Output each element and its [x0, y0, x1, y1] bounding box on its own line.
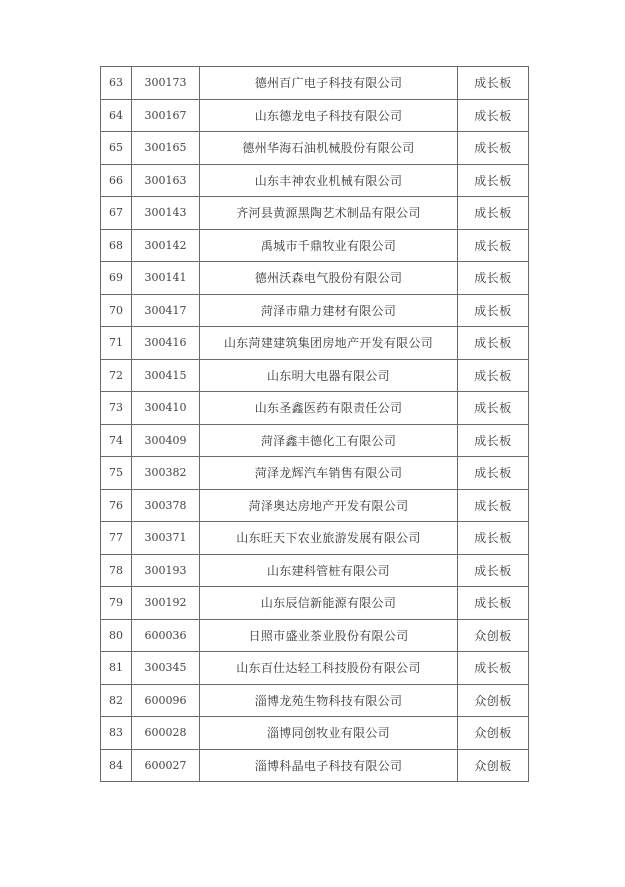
- row-index-cell: 81: [101, 652, 132, 685]
- board-type-cell: 成长板: [458, 359, 529, 392]
- row-index-cell: 68: [101, 229, 132, 262]
- company-name-cell: 山东明大电器有限公司: [200, 359, 458, 392]
- row-index-cell: 77: [101, 522, 132, 555]
- company-name-cell: 山东丰神农业机械有限公司: [200, 164, 458, 197]
- table-row: [101, 262, 529, 295]
- company-listing-table: [100, 66, 529, 782]
- table-row: [101, 67, 529, 100]
- company-name-cell: 山东圣鑫医药有限责任公司: [200, 392, 458, 425]
- company-name-cell: 德州百广电子科技有限公司: [200, 67, 458, 100]
- company-name-cell: 山东德龙电子科技有限公司: [200, 99, 458, 132]
- board-type-cell: 成长板: [458, 652, 529, 685]
- board-type-cell: 成长板: [458, 457, 529, 490]
- board-type-cell: 成长板: [458, 99, 529, 132]
- table-row: [101, 522, 529, 555]
- company-name-cell: 日照市盛业茶业股份有限公司: [200, 619, 458, 652]
- stock-code-cell: 300371: [132, 522, 200, 555]
- row-index-cell: 79: [101, 587, 132, 620]
- board-type-cell: 成长板: [458, 489, 529, 522]
- stock-code-cell: 600027: [132, 749, 200, 782]
- board-type-cell: 成长板: [458, 587, 529, 620]
- table-row: [101, 717, 529, 750]
- table-row: [101, 684, 529, 717]
- row-index-cell: 64: [101, 99, 132, 132]
- table-body: [101, 67, 529, 782]
- board-type-cell: 众创板: [458, 619, 529, 652]
- row-index-cell: 72: [101, 359, 132, 392]
- stock-code-cell: 300378: [132, 489, 200, 522]
- row-index-cell: 75: [101, 457, 132, 490]
- table-row: [101, 132, 529, 165]
- row-index-cell: 73: [101, 392, 132, 425]
- company-name-cell: 德州沃森电气股份有限公司: [200, 262, 458, 295]
- table-row: [101, 294, 529, 327]
- row-index-cell: 69: [101, 262, 132, 295]
- company-name-cell: 山东建科管桩有限公司: [200, 554, 458, 587]
- stock-code-cell: 600036: [132, 619, 200, 652]
- board-type-cell: 成长板: [458, 554, 529, 587]
- company-name-cell: 山东菏建建筑集团房地产开发有限公司: [200, 327, 458, 360]
- table-row: [101, 619, 529, 652]
- table-row: [101, 652, 529, 685]
- row-index-cell: 74: [101, 424, 132, 457]
- board-type-cell: 成长板: [458, 392, 529, 425]
- row-index-cell: 78: [101, 554, 132, 587]
- board-type-cell: 众创板: [458, 684, 529, 717]
- table-row: [101, 554, 529, 587]
- board-type-cell: 成长板: [458, 294, 529, 327]
- company-name-cell: 山东百仕达轻工科技股份有限公司: [200, 652, 458, 685]
- company-name-cell: 德州华海石油机械股份有限公司: [200, 132, 458, 165]
- board-type-cell: 成长板: [458, 197, 529, 230]
- table-row: [101, 587, 529, 620]
- row-index-cell: 71: [101, 327, 132, 360]
- row-index-cell: 84: [101, 749, 132, 782]
- table-row: [101, 392, 529, 425]
- company-name-cell: 菏泽龙辉汽车销售有限公司: [200, 457, 458, 490]
- table-row: [101, 164, 529, 197]
- stock-code-cell: 300382: [132, 457, 200, 490]
- stock-code-cell: 600096: [132, 684, 200, 717]
- board-type-cell: 成长板: [458, 164, 529, 197]
- stock-code-cell: 300141: [132, 262, 200, 295]
- row-index-cell: 76: [101, 489, 132, 522]
- board-type-cell: 成长板: [458, 67, 529, 100]
- company-name-cell: 齐河县黄源黑陶艺术制品有限公司: [200, 197, 458, 230]
- company-name-cell: 淄博龙苑生物科技有限公司: [200, 684, 458, 717]
- company-name-cell: 淄博同创牧业有限公司: [200, 717, 458, 750]
- row-index-cell: 70: [101, 294, 132, 327]
- stock-code-cell: 300410: [132, 392, 200, 425]
- stock-code-cell: 300345: [132, 652, 200, 685]
- stock-code-cell: 300193: [132, 554, 200, 587]
- table-row: [101, 197, 529, 230]
- company-name-cell: 菏泽市鼎力建材有限公司: [200, 294, 458, 327]
- stock-code-cell: 300142: [132, 229, 200, 262]
- company-name-cell: 山东辰信新能源有限公司: [200, 587, 458, 620]
- company-listing-table-container: [100, 66, 528, 782]
- company-name-cell: 禹城市千鼎牧业有限公司: [200, 229, 458, 262]
- table-row: [101, 749, 529, 782]
- table-row: [101, 99, 529, 132]
- stock-code-cell: 300167: [132, 99, 200, 132]
- row-index-cell: 80: [101, 619, 132, 652]
- row-index-cell: 83: [101, 717, 132, 750]
- table-row: [101, 424, 529, 457]
- board-type-cell: 成长板: [458, 229, 529, 262]
- board-type-cell: 成长板: [458, 132, 529, 165]
- company-name-cell: 淄博科晶电子科技有限公司: [200, 749, 458, 782]
- row-index-cell: 66: [101, 164, 132, 197]
- stock-code-cell: 300409: [132, 424, 200, 457]
- board-type-cell: 众创板: [458, 749, 529, 782]
- table-row: [101, 489, 529, 522]
- company-name-cell: 山东旺天下农业旅游发展有限公司: [200, 522, 458, 555]
- table-row: [101, 359, 529, 392]
- stock-code-cell: 300192: [132, 587, 200, 620]
- board-type-cell: 成长板: [458, 262, 529, 295]
- row-index-cell: 67: [101, 197, 132, 230]
- stock-code-cell: 300143: [132, 197, 200, 230]
- table-row: [101, 229, 529, 262]
- board-type-cell: 成长板: [458, 522, 529, 555]
- stock-code-cell: 300415: [132, 359, 200, 392]
- stock-code-cell: 300417: [132, 294, 200, 327]
- company-name-cell: 菏泽奥达房地产开发有限公司: [200, 489, 458, 522]
- stock-code-cell: 600028: [132, 717, 200, 750]
- row-index-cell: 63: [101, 67, 132, 100]
- stock-code-cell: 300416: [132, 327, 200, 360]
- table-row: [101, 327, 529, 360]
- stock-code-cell: 300173: [132, 67, 200, 100]
- stock-code-cell: 300163: [132, 164, 200, 197]
- stock-code-cell: 300165: [132, 132, 200, 165]
- row-index-cell: 82: [101, 684, 132, 717]
- board-type-cell: 成长板: [458, 424, 529, 457]
- table-row: [101, 457, 529, 490]
- row-index-cell: 65: [101, 132, 132, 165]
- board-type-cell: 众创板: [458, 717, 529, 750]
- board-type-cell: 成长板: [458, 327, 529, 360]
- company-name-cell: 菏泽鑫丰德化工有限公司: [200, 424, 458, 457]
